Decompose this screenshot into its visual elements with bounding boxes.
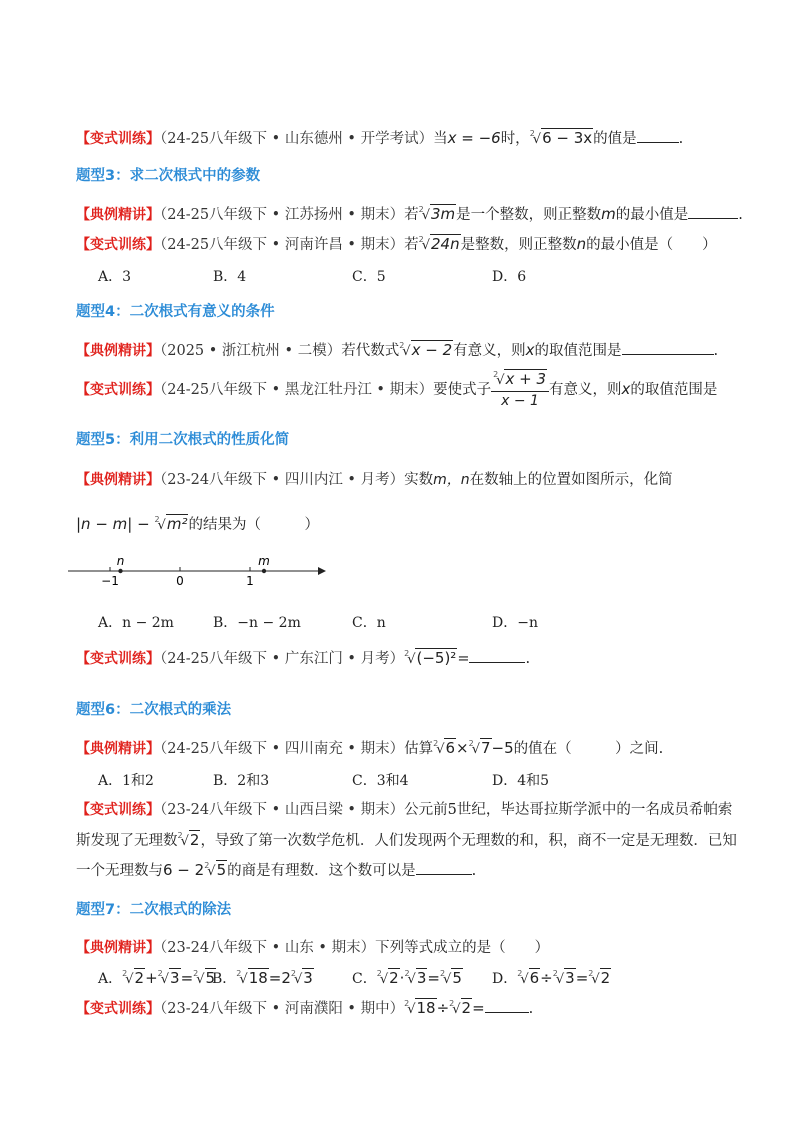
question-text: 有意义，则 — [453, 343, 526, 359]
section-heading-4: 题型4：二次根式有意义的条件 — [76, 304, 275, 320]
question-text: 有意义，则 — [549, 382, 622, 398]
question-9-line-3 — [76, 860, 476, 883]
answer-blank[interactable] — [469, 648, 525, 663]
question-text: 是整数，则正整数 — [460, 237, 577, 253]
option-c[interactable] — [352, 968, 463, 988]
radicand: 5 — [205, 969, 216, 987]
radicand: 2 — [134, 969, 145, 987]
radicand: 3 — [416, 969, 427, 987]
math-operator: = — [575, 969, 589, 987]
question-6-line-2 — [76, 514, 319, 537]
radical-sign: $^2$√ — [439, 969, 452, 987]
question-source: （24-25八年级下 • 江苏扬州 • 期末） — [160, 207, 405, 223]
math-operator: = — [180, 969, 194, 987]
option-a[interactable]: A．3 — [98, 269, 132, 285]
option-label: D． — [492, 971, 518, 987]
radical-sign: $^2$√ — [418, 205, 430, 223]
question-text: 时， — [500, 131, 530, 147]
math-expression: −5 — [491, 739, 514, 757]
math-expression: 6 − 2 — [163, 861, 205, 879]
question-text: 的商是有理数．这个数可以是 — [227, 863, 416, 879]
math-operator: − — [132, 515, 155, 533]
question-9 — [76, 800, 732, 820]
question-text: 若 — [404, 207, 419, 223]
question-7 — [76, 648, 530, 671]
radicand: 7 — [481, 739, 491, 757]
radicand: 3 — [565, 969, 575, 987]
option-label: C． — [352, 971, 377, 987]
number-line — [60, 550, 340, 590]
math-operator: = — [472, 999, 485, 1017]
option-d[interactable]: D．4和5 — [492, 773, 550, 789]
radical-sign: $^2$√ — [449, 999, 461, 1017]
option-d[interactable]: D．6 — [492, 269, 527, 285]
radicand: 2 — [600, 969, 611, 987]
math-variable: n — [576, 235, 587, 253]
punctuation: . — [713, 343, 719, 359]
question-tag: 【典例精讲】 — [76, 343, 160, 359]
radicand: 2 — [189, 831, 200, 849]
radicand: 3m — [430, 205, 456, 223]
radicand: 5 — [216, 861, 227, 879]
answer-blank[interactable] — [622, 340, 714, 355]
arrow-icon — [318, 567, 326, 575]
option-d[interactable]: D．−n — [492, 615, 538, 631]
radicand: m² — [166, 515, 188, 533]
radical-sign: $^2$√ — [399, 341, 411, 359]
question-9-line-2 — [76, 830, 737, 853]
radicand: 6 — [445, 739, 456, 757]
question-text: 当 — [433, 131, 448, 147]
question-text: 若 — [404, 237, 419, 253]
question-source: （2025 • 浙江杭州 • 二模） — [160, 343, 342, 359]
radicand: 2 — [389, 969, 399, 987]
question-source: （23-24八年级下 • 河南濮阳 • 期中） — [160, 1001, 405, 1017]
point-label-n: n — [116, 554, 125, 568]
option-c[interactable]: C．n — [352, 615, 386, 631]
question-source: （24-25八年级下 • 广东江门 • 月考） — [160, 651, 405, 667]
question-text: 的值在（ ）之间. — [513, 741, 664, 757]
math-operator: + — [145, 969, 158, 987]
math-variable: x — [525, 341, 535, 359]
radical-sign: $^2$√ — [517, 969, 529, 987]
radical-sign: $^2$√ — [122, 969, 134, 987]
math-operator: ÷ — [436, 999, 450, 1017]
question-text: 公元前5世纪，毕达哥拉斯学派中的一名成员希帕索 — [404, 802, 733, 818]
math-expression: x = −6 — [447, 129, 501, 147]
option-a[interactable]: A．n − 2m — [98, 615, 174, 631]
math-operator: × — [456, 739, 469, 757]
option-label: A． — [98, 971, 123, 987]
question-source: （24-25八年级下 • 河南许昌 • 期末） — [160, 237, 405, 253]
question-text: 若代数式 — [341, 343, 400, 359]
question-text: 下列等式成立的是（ ） — [375, 940, 550, 956]
radical-sign: $^2$√ — [193, 969, 205, 987]
question-source: （23-24八年级下 • 山西吕梁 • 期末） — [160, 802, 405, 818]
math-operator: = — [457, 651, 470, 667]
radical-sign: $^2$√ — [588, 969, 600, 987]
question-4 — [76, 340, 718, 363]
question-tag: 【变式训练】 — [76, 131, 160, 147]
answer-blank[interactable] — [416, 860, 472, 875]
radicand: 6 — [529, 969, 540, 987]
punctuation: . — [525, 651, 531, 667]
point-m — [262, 569, 266, 573]
question-text: 的最小值是（ ） — [586, 237, 717, 253]
math-variable: m — [601, 205, 616, 223]
radical-sign: $^2$√ — [157, 969, 170, 987]
question-text: 实数 — [404, 472, 434, 488]
fraction — [491, 370, 549, 410]
radicand: 18 — [416, 999, 436, 1017]
option-a[interactable] — [98, 968, 216, 988]
question-text: 的值是 — [593, 131, 637, 147]
question-text: 的取值范围是 — [630, 382, 718, 398]
question-text: 在数轴上的位置如图所示，化简 — [469, 472, 673, 488]
question-tag: 【典例精讲】 — [76, 940, 160, 956]
question-tag: 【变式训练】 — [76, 382, 160, 398]
answer-blank[interactable] — [637, 128, 679, 143]
punctuation: . — [528, 1001, 534, 1017]
question-text: 要使式子 — [433, 382, 492, 398]
radicand: 2 — [461, 999, 472, 1017]
radical-sign: $^2$√ — [236, 969, 248, 987]
punctuation: . — [678, 131, 684, 147]
tick-label: 0 — [176, 574, 184, 588]
math-expression: |n − m| — [76, 515, 133, 533]
question-tag: 【典例精讲】 — [76, 207, 160, 223]
radicand: 3 — [170, 969, 180, 987]
section-heading-5: 题型5：利用二次根式的性质化简 — [76, 432, 290, 448]
option-b[interactable] — [212, 968, 314, 988]
radical-sign: $^2$√ — [468, 739, 480, 757]
radical-sign: $^2$√ — [204, 861, 216, 879]
question-tag: 【变式训练】 — [76, 1001, 160, 1017]
question-10 — [76, 938, 549, 958]
section-heading-6: 题型6：二次根式的乘法 — [76, 702, 232, 718]
radical-sign: $^2$√ — [376, 969, 389, 987]
question-11 — [76, 998, 533, 1021]
question-tag: 【典例精讲】 — [76, 472, 160, 488]
question-source: （24-25八年级下 • 山东德州 • 开学考试） — [160, 131, 434, 147]
option-label: B． — [212, 971, 237, 987]
radical-sign: $^2$√ — [404, 969, 416, 987]
punctuation: . — [471, 863, 477, 879]
punctuation: . — [738, 207, 743, 223]
radical-sign: $^2$√ — [552, 969, 565, 987]
option-b[interactable]: B．4 — [213, 269, 247, 285]
answer-blank[interactable] — [688, 204, 738, 219]
radical-sign: $^2$√ — [154, 515, 166, 533]
question-text: 估算 — [404, 741, 434, 757]
radicand: (−5)² — [416, 649, 457, 667]
question-6 — [76, 470, 673, 490]
tick-label: 1 — [246, 574, 254, 588]
radicand: 3 — [303, 969, 313, 987]
radicand: x − 2 — [411, 341, 453, 359]
radical-sign: $^2$√ — [418, 235, 430, 253]
question-tag: 【变式训练】 — [76, 802, 160, 818]
tick-label: −1 — [101, 574, 119, 588]
question-text: 是一个整数，则正整数 — [456, 207, 602, 223]
question-text: 一个无理数与 — [76, 863, 163, 879]
radicand: 24n — [430, 235, 460, 253]
question-text: 斯发现了无理数 — [76, 833, 178, 849]
question-source: （23-24八年级下 • 山东 • 期末） — [160, 940, 376, 956]
question-text: ，导致了第一次数学危机．人们发现两个无理数的和，积，商不一定是无理数．已知 — [200, 833, 737, 849]
question-source: （23-24八年级下 • 四川内江 • 月考） — [160, 472, 405, 488]
option-c[interactable]: C．5 — [352, 269, 386, 285]
fraction-denominator: x − 1 — [501, 393, 539, 409]
question-1 — [76, 128, 683, 151]
question-tag: 【典例精讲】 — [76, 741, 160, 757]
math-operator: = — [427, 969, 440, 987]
question-text: 的结果为（ ） — [188, 517, 319, 533]
radical-sign: $^2$√ — [290, 969, 303, 987]
math-variable: m，n — [433, 472, 470, 488]
math-operator: · — [399, 969, 405, 987]
point-n — [118, 569, 122, 573]
option-d[interactable] — [492, 968, 611, 988]
point-label-m: m — [258, 554, 270, 568]
radicand: 6 − 3x — [542, 129, 593, 147]
question-source: （24-25八年级下 • 四川南充 • 期末） — [160, 741, 405, 757]
math-operator: ÷ — [540, 969, 553, 987]
section-heading-3: 题型3：求二次根式中的参数 — [76, 168, 261, 184]
radical-sign: $^2$√ — [404, 999, 416, 1017]
question-tag: 【变式训练】 — [76, 651, 160, 667]
radical-sign: $^2$√ — [177, 831, 189, 849]
radicand: 5 — [452, 969, 462, 987]
radical-sign: $^2$√ — [433, 739, 445, 757]
question-text: 的最小值是 — [615, 207, 689, 223]
question-source: （24-25八年级下 • 黑龙江牡丹江 • 期末） — [160, 382, 434, 398]
math-variable: x — [621, 380, 631, 398]
question-3 — [76, 234, 717, 257]
option-b[interactable]: B．2和3 — [213, 773, 270, 789]
question-text: 的取值范围是 — [534, 343, 622, 359]
fraction-numerator: $^2$√x + 3 — [491, 370, 549, 392]
option-c[interactable]: C．3和4 — [352, 773, 409, 789]
answer-blank[interactable] — [485, 998, 529, 1013]
question-2 — [76, 204, 743, 227]
radicand: x + 3 — [505, 370, 547, 388]
section-heading-7: 题型7：二次根式的除法 — [76, 902, 232, 918]
question-tag: 【变式训练】 — [76, 237, 160, 253]
question-5 — [76, 370, 717, 410]
radicand: 18 — [248, 969, 268, 987]
question-8 — [76, 738, 663, 761]
radical-sign: $^2$√ — [404, 649, 416, 667]
option-b[interactable]: B．−n − 2m — [213, 615, 301, 631]
radical-sign: $^2$√ — [529, 129, 542, 147]
option-a[interactable]: A．1和2 — [98, 773, 154, 789]
math-operator: =2 — [268, 969, 291, 987]
